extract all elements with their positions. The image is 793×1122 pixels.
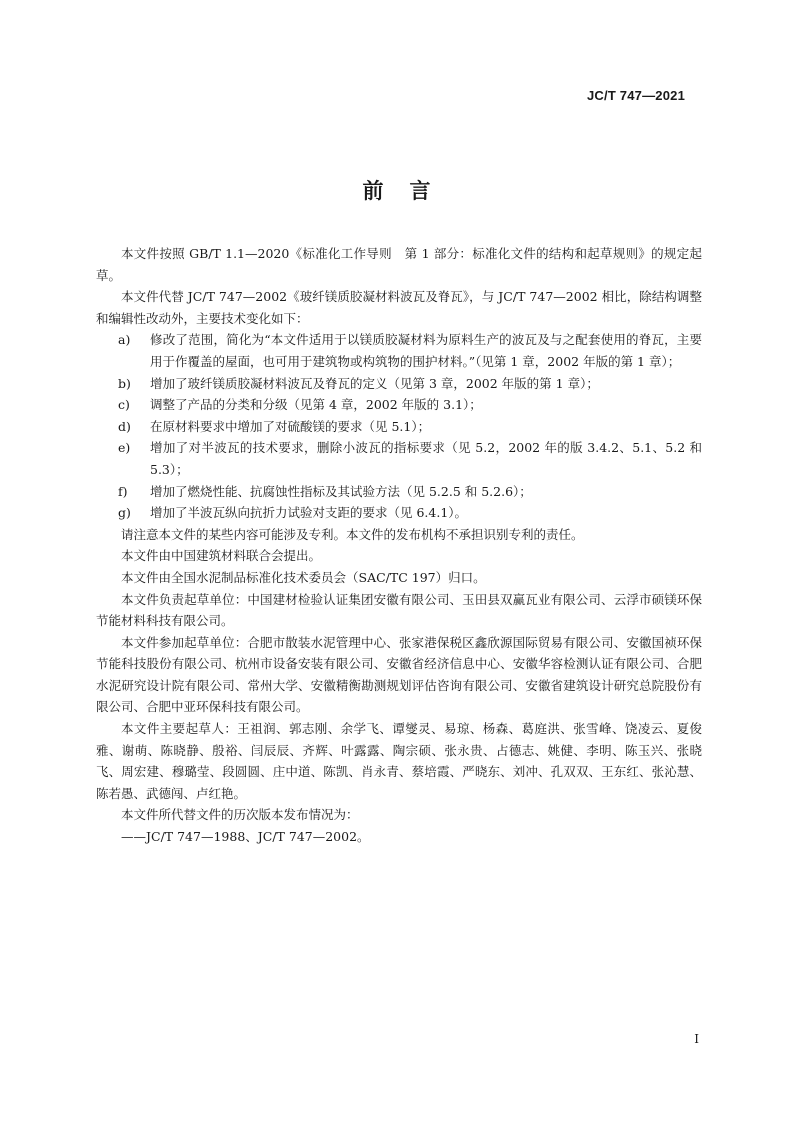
paragraph-patent-notice: 请注意本文件的某些内容可能涉及专利。本文件的发布机构不承担识别专利的责任。 [121,526,584,542]
paragraph-proposer: 本文件由中国建筑材料联合会提出。 [121,548,322,564]
paragraph-committee: 本文件由全国水泥制品标准化技术委员会（SAC/TC 197）归口。 [121,569,486,585]
paragraph-drafting-rules: 本文件按照 GB/T 1.1—2020《标准化工作导则 第 1 部分：标准化文件的结构和起草规则》的规定起草。 [96,246,702,283]
paragraph-history-versions: ——JC/T 747—1988、JC/T 747—2002。 [121,829,370,845]
change-label: a) [118,332,131,348]
change-label: c) [118,397,130,413]
change-item [96,416,702,438]
change-item [96,394,702,416]
paragraph-history-intro: 本文件所代替文件的历次版本发布情况为： [121,807,359,823]
change-item [96,437,702,480]
change-text: 修改了范围，简化为“本文件适用于以镁质胶凝材料为原料生产的波瓦及与之配套使用的脊瓦，主要用于作覆盖的屋面，也可用于建筑物或构筑物的围护材料。”（见第 1 章，2002 年版的第 1 章）； [150,332,702,369]
page-number: I [694,1032,699,1046]
change-label: d) [118,418,131,434]
change-item [96,373,702,395]
change-label: g) [118,505,131,521]
change-text: 在原材料要求中增加了对硫酸镁的要求（见 5.1）； [150,418,431,434]
change-label: f) [118,483,128,499]
change-text: 增加了燃烧性能、抗腐蚀性指标及其试验方法（见 5.2.5 和 5.2.6）； [150,483,532,499]
paragraph-lead-drafters: 本文件负责起草单位：中国建材检验认证集团安徽有限公司、玉田县双赢瓦业有限公司、云浮市硕镁环保节能材料科技有限公司。 [96,591,702,629]
paragraph-participating-drafters: 本文件参加起草单位：合肥市散装水泥管理中心、张家港保税区鑫欣源国际贸易有限公司、安徽国祯环保节能科技股份有限公司、杭州市设备安装有限公司、安徽省经济信息中心、安徽华容检测认证有限公司、合肥水泥研究设计院有限公司、常州大学、安徽精衡勘测规划评估咨询有限公司、安徽省建筑设计研究总院股份有限公司、合肥中亚环保科技有限公司。 [96,634,702,715]
change-text: 增加了对半波瓦的技术要求，删除小波瓦的指标要求（见 5.2，2002 年的版 3.4.2、5.1、5.2 和 5.3）； [150,440,702,477]
change-label: b) [118,375,131,391]
paragraph-replacement: 本文件代替 JC/T 747—2002《玻纤镁质胶凝材料波瓦及脊瓦》，与 JC/T 747—2002 相比，除结构调整和编辑性改动外，主要技术变化如下： [96,289,702,326]
change-item [96,481,702,503]
change-item [96,329,702,372]
page-title: 前言 [362,179,457,203]
change-text: 调整了产品的分类和分级（见第 4 章，2002 年版的 3.1）； [150,397,482,413]
change-item [96,502,702,524]
document-number: JC/T 747—2021 [587,88,685,103]
change-label: e) [118,440,131,456]
change-text: 增加了半波瓦纵向抗折力试验对支距的要求（见 6.4.1）。 [150,505,468,521]
change-text: 增加了玻纤镁质胶凝材料波瓦及脊瓦的定义（见第 3 章，2002 年版的第 1 章）； [150,375,599,391]
foreword-body [96,243,702,848]
paragraph-main-authors: 本文件主要起草人：王祖润、郭志刚、余学飞、谭燮灵、易琼、杨森、葛庭洪、张雪峰、饶凌云、夏俊雅、谢萌、陈晓静、殷裕、闫辰辰、齐辉、叶露露、陶宗硕、张永贵、占德志、姚健、李明、陈玉兴、张晓飞、周宏建、穆璐莹、段圆圆、庄中道、陈凯、肖永青、蔡培霞、严晓东、刘冲、孔双双、王东红、张沁慧、陈若愚、武德闯、卢红艳。 [96,721,702,801]
